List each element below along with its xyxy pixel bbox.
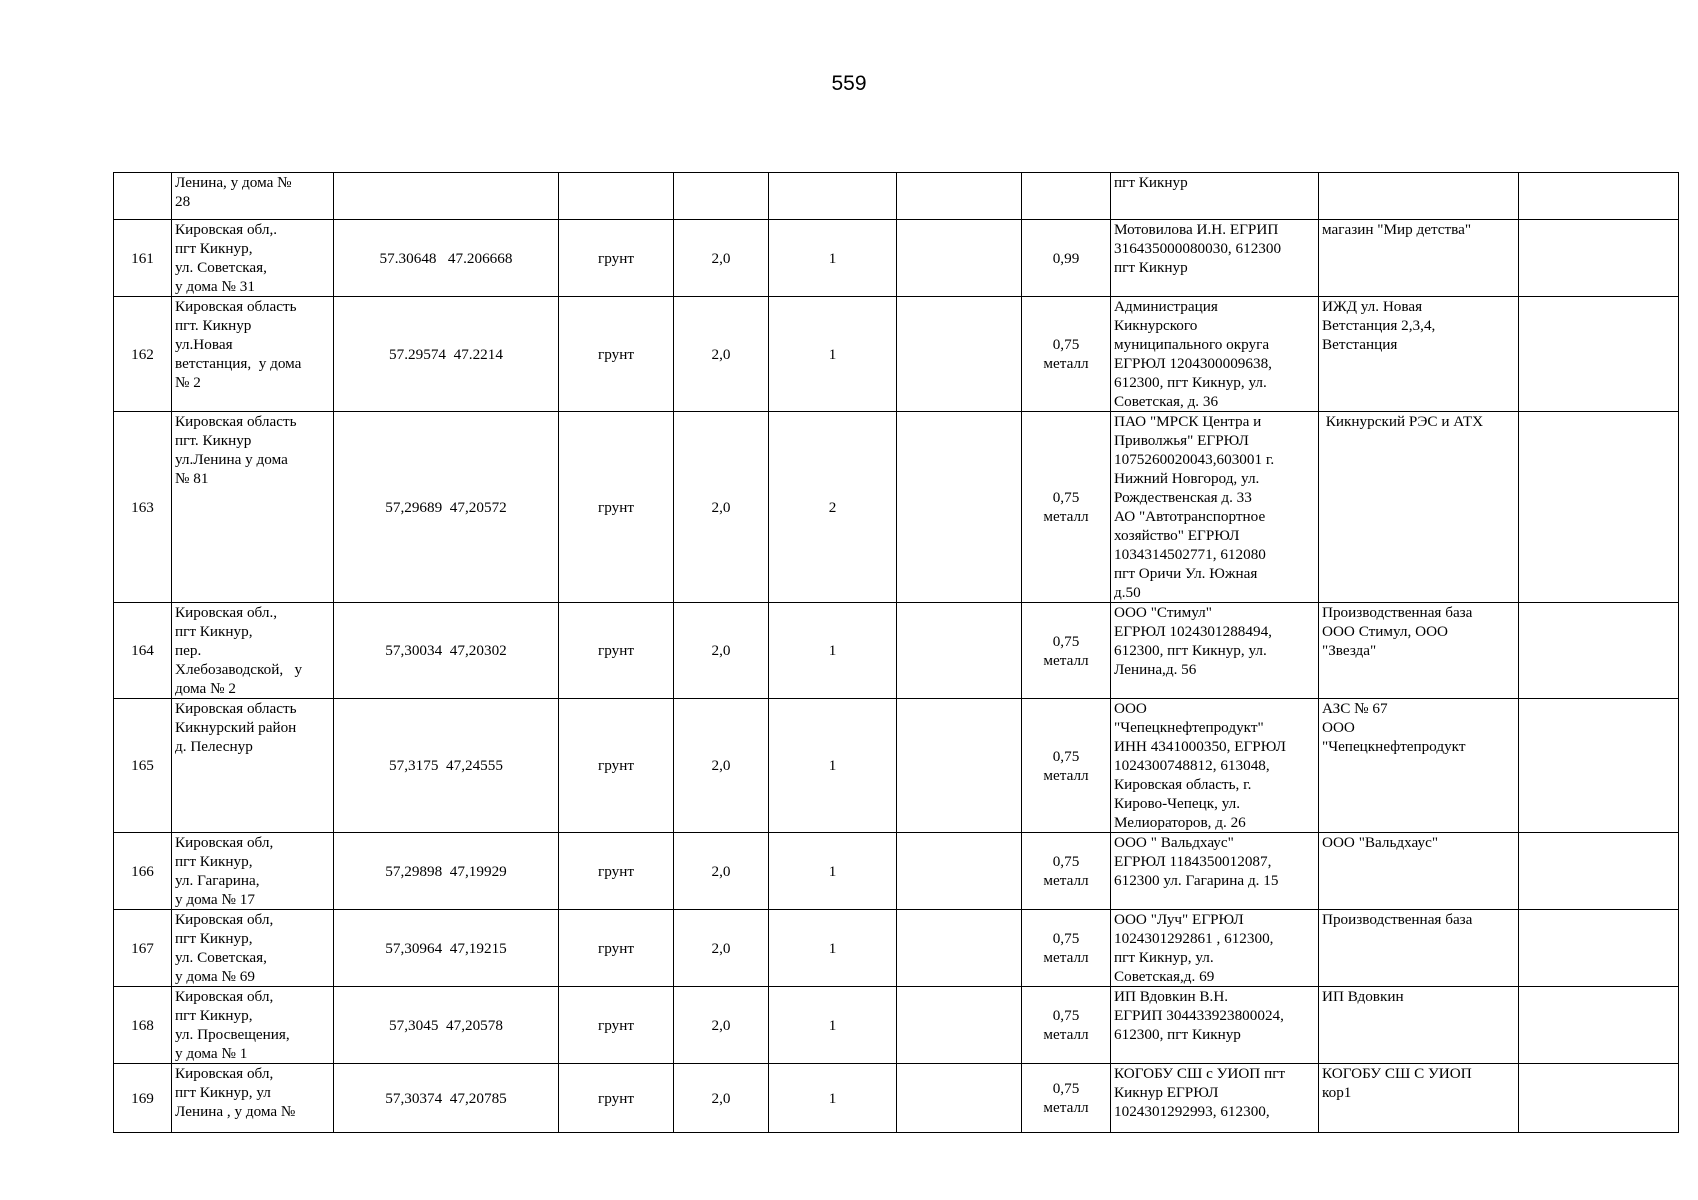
table-row <box>114 603 1679 699</box>
cell-coordinates: 57,30034 47,20302 <box>334 603 559 699</box>
cell-address: Кировская обл,. пгт Кикнур, ул. Советская, у дома № 31 <box>172 220 334 297</box>
cell-address: Кировская область Кикнурский район д. Пелеснур <box>172 699 334 833</box>
cell-address: Ленина, у дома № 28 <box>172 173 334 220</box>
cell-coordinates <box>334 173 559 220</box>
cell-extra <box>1519 987 1679 1064</box>
cell-waste-source: Производственная база <box>1319 910 1519 987</box>
cell-address: Кировская обл, пгт Кикнур, ул. Гагарина, у дома № 17 <box>172 833 334 910</box>
cell-blank <box>897 987 1022 1064</box>
cell-extra <box>1519 1064 1679 1133</box>
cell-blank <box>897 173 1022 220</box>
cell-waste-source: магазин "Мир детства" <box>1319 220 1519 297</box>
cell-quantity: 1 <box>769 603 897 699</box>
cell-waste-source <box>1319 173 1519 220</box>
cell-number: 169 <box>114 1064 172 1133</box>
cell-volume: 0,75 металл <box>1022 1064 1111 1133</box>
cell-volume: 0,75 металл <box>1022 297 1111 412</box>
cell-coordinates: 57,30374 47,20785 <box>334 1064 559 1133</box>
cell-surface: грунт <box>559 910 674 987</box>
cell-owner: ООО "Луч" ЕГРЮЛ 1024301292861 , 612300, пгт Кикнур, ул. Советская,д. 69 <box>1111 910 1319 987</box>
cell-quantity: 1 <box>769 1064 897 1133</box>
cell-extra <box>1519 220 1679 297</box>
cell-blank <box>897 699 1022 833</box>
cell-number: 164 <box>114 603 172 699</box>
cell-blank <box>897 910 1022 987</box>
cell-coordinates: 57,3045 47,20578 <box>334 987 559 1064</box>
cell-area: 2,0 <box>674 220 769 297</box>
cell-number: 168 <box>114 987 172 1064</box>
cell-area: 2,0 <box>674 910 769 987</box>
cell-extra <box>1519 412 1679 603</box>
cell-number: 167 <box>114 910 172 987</box>
table-row <box>114 833 1679 910</box>
cell-surface: грунт <box>559 220 674 297</box>
cell-blank <box>897 412 1022 603</box>
cell-extra <box>1519 173 1679 220</box>
cell-waste-source: КОГОБУ СШ С УИОП кор1 <box>1319 1064 1519 1133</box>
cell-owner: ПАО "МРСК Центра и Приволжья" ЕГРЮЛ 1075260020043,603001 г. Нижний Новгород, ул. Рождественская д. 33 АО "Автотранспортное хозяйство" ЕГРЮЛ 1034314502771, 612080 пгт Оричи Ул. Южная д.50 <box>1111 412 1319 603</box>
cell-area: 2,0 <box>674 699 769 833</box>
table-row <box>114 412 1679 603</box>
table-row-continuation <box>114 173 1679 220</box>
cell-owner: пгт Кикнур <box>1111 173 1319 220</box>
table-row <box>114 987 1679 1064</box>
cell-surface: грунт <box>559 1064 674 1133</box>
cell-quantity: 1 <box>769 220 897 297</box>
cell-area: 2,0 <box>674 603 769 699</box>
cell-number: 166 <box>114 833 172 910</box>
cell-address: Кировская область пгт. Кикнур ул.Ленина у дома № 81 <box>172 412 334 603</box>
cell-owner: ИП Вдовкин В.Н. ЕГРИП 304433923800024, 612300, пгт Кикнур <box>1111 987 1319 1064</box>
cell-extra <box>1519 833 1679 910</box>
cell-blank <box>897 833 1022 910</box>
container-sites-table <box>113 172 1679 1133</box>
cell-blank <box>897 220 1022 297</box>
cell-coordinates: 57.29574 47.2214 <box>334 297 559 412</box>
cell-owner: ООО "Чепецкнефтепродукт" ИНН 4341000350, ЕГРЮЛ 1024300748812, 613048, Кировская область, г. Кирово-Чепецк, ул. Мелиораторов, д. 26 <box>1111 699 1319 833</box>
cell-blank <box>897 603 1022 699</box>
cell-number: 162 <box>114 297 172 412</box>
cell-area: 2,0 <box>674 833 769 910</box>
cell-quantity: 1 <box>769 833 897 910</box>
cell-volume <box>1022 173 1111 220</box>
cell-volume: 0,75 металл <box>1022 833 1111 910</box>
cell-area: 2,0 <box>674 297 769 412</box>
table-row <box>114 1064 1679 1133</box>
cell-surface: грунт <box>559 603 674 699</box>
cell-waste-source: ИП Вдовкин <box>1319 987 1519 1064</box>
cell-volume: 0,75 металл <box>1022 699 1111 833</box>
cell-owner: Мотовилова И.Н. ЕГРИП 316435000080030, 612300 пгт Кикнур <box>1111 220 1319 297</box>
cell-extra <box>1519 603 1679 699</box>
cell-volume: 0,75 металл <box>1022 412 1111 603</box>
cell-owner: ООО "Стимул" ЕГРЮЛ 1024301288494, 612300, пгт Кикнур, ул. Ленина,д. 56 <box>1111 603 1319 699</box>
cell-area: 2,0 <box>674 1064 769 1133</box>
cell-area: 2,0 <box>674 412 769 603</box>
cell-quantity <box>769 173 897 220</box>
table-row <box>114 910 1679 987</box>
cell-quantity: 1 <box>769 987 897 1064</box>
cell-surface <box>559 173 674 220</box>
cell-coordinates: 57,3175 47,24555 <box>334 699 559 833</box>
cell-extra <box>1519 910 1679 987</box>
table-row <box>114 220 1679 297</box>
cell-address: Кировская обл., пгт Кикнур, пер. Хлебозаводской, у дома № 2 <box>172 603 334 699</box>
cell-volume: 0,75 металл <box>1022 987 1111 1064</box>
cell-quantity: 1 <box>769 297 897 412</box>
cell-waste-source: Производственная база ООО Стимул, ООО "Звезда" <box>1319 603 1519 699</box>
cell-waste-source: АЗС № 67 ООО "Чепецкнефтепродукт <box>1319 699 1519 833</box>
cell-surface: грунт <box>559 297 674 412</box>
cell-area <box>674 173 769 220</box>
cell-quantity: 2 <box>769 412 897 603</box>
cell-volume: 0,75 металл <box>1022 603 1111 699</box>
cell-number: 161 <box>114 220 172 297</box>
cell-address: Кировская обл, пгт Кикнур, ул. Просвещения, у дома № 1 <box>172 987 334 1064</box>
cell-waste-source: ИЖД ул. Новая Ветстанция 2,3,4, Ветстанция <box>1319 297 1519 412</box>
cell-quantity: 1 <box>769 910 897 987</box>
cell-address: Кировская обл, пгт Кикнур, ул. Советская, у дома № 69 <box>172 910 334 987</box>
cell-surface: грунт <box>559 412 674 603</box>
cell-extra <box>1519 297 1679 412</box>
cell-surface: грунт <box>559 987 674 1064</box>
cell-owner: Администрация Кикнурского муниципального округа ЕГРЮЛ 1204300009638, 612300, пгт Кикнур, ул. Советская, д. 36 <box>1111 297 1319 412</box>
cell-owner: ООО " Вальдхаус" ЕГРЮЛ 1184350012087, 612300 ул. Гагарина д. 15 <box>1111 833 1319 910</box>
cell-quantity: 1 <box>769 699 897 833</box>
cell-number: 163 <box>114 412 172 603</box>
cell-volume: 0,75 металл <box>1022 910 1111 987</box>
cell-waste-source: Кикнурский РЭС и АТХ <box>1319 412 1519 603</box>
table-row <box>114 297 1679 412</box>
cell-coordinates: 57,29898 47,19929 <box>334 833 559 910</box>
cell-coordinates: 57,30964 47,19215 <box>334 910 559 987</box>
cell-area: 2,0 <box>674 987 769 1064</box>
cell-blank <box>897 1064 1022 1133</box>
cell-number: 165 <box>114 699 172 833</box>
cell-coordinates: 57.30648 47.206668 <box>334 220 559 297</box>
cell-surface: грунт <box>559 699 674 833</box>
cell-address: Кировская обл, пгт Кикнур, ул Ленина , у дома № <box>172 1064 334 1133</box>
table-row <box>114 699 1679 833</box>
cell-surface: грунт <box>559 833 674 910</box>
cell-coordinates: 57,29689 47,20572 <box>334 412 559 603</box>
cell-address: Кировская область пгт. Кикнур ул.Новая ветстанция, у дома № 2 <box>172 297 334 412</box>
cell-extra <box>1519 699 1679 833</box>
cell-blank <box>897 297 1022 412</box>
page-number: 559 <box>831 72 867 95</box>
cell-waste-source: ООО "Вальдхаус" <box>1319 833 1519 910</box>
cell-owner: КОГОБУ СШ с УИОП пгт Кикнур ЕГРЮЛ 1024301292993, 612300, <box>1111 1064 1319 1133</box>
cell-number <box>114 173 172 220</box>
cell-volume: 0,99 <box>1022 220 1111 297</box>
